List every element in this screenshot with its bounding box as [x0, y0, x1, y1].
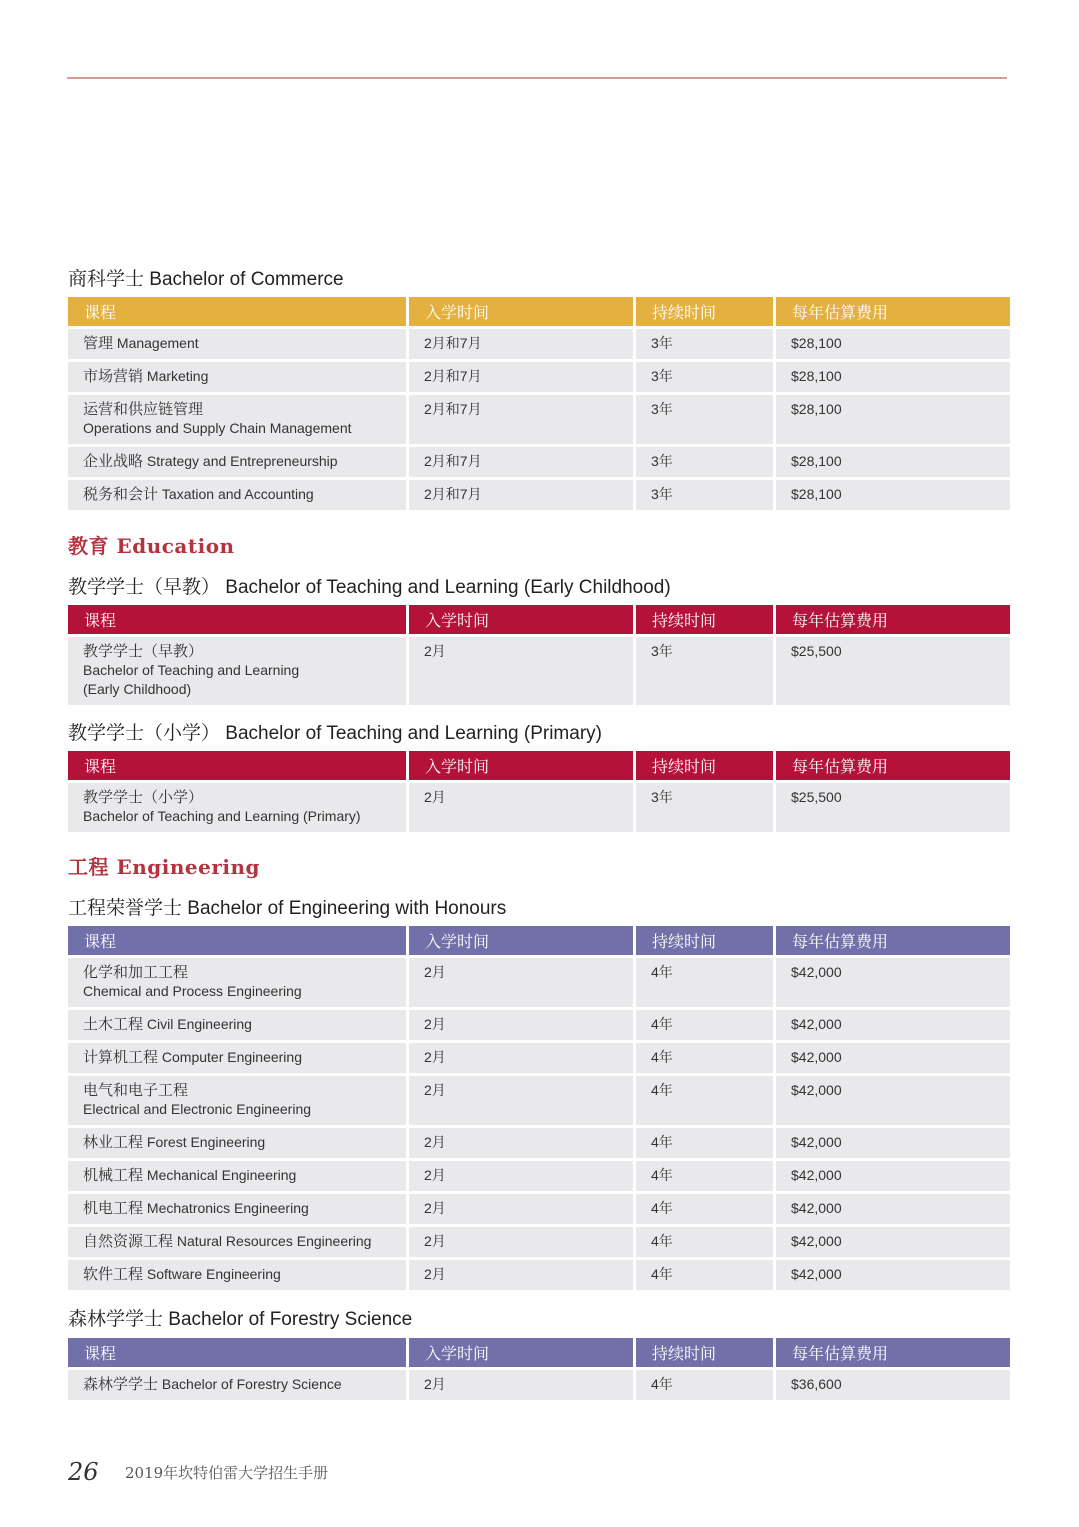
- course-cell: 税务和会计 Taxation and Accounting: [68, 480, 406, 510]
- table-row: [68, 958, 1010, 1007]
- course-cell: 机电工程 Mechatronics Engineering: [68, 1194, 406, 1224]
- fee-cell: $42,000: [776, 1128, 1010, 1158]
- course-cell: 企业战略 Strategy and Entrepreneurship: [68, 447, 406, 477]
- table-row: [68, 1260, 1010, 1290]
- col-course: 课程: [68, 605, 406, 634]
- intake-cell: 2月和7月: [409, 447, 633, 477]
- duration-cell: 4年: [636, 1227, 773, 1257]
- table-row: [68, 395, 1010, 444]
- col-intake: 入学时间: [409, 751, 633, 780]
- col-duration: 持续时间: [636, 1338, 773, 1367]
- intake-cell: 2月: [409, 1161, 633, 1191]
- col-course: 课程: [68, 926, 406, 955]
- course-cell: 管理 Management: [68, 329, 406, 359]
- duration-cell: 4年: [636, 1161, 773, 1191]
- fee-cell: $42,000: [776, 1194, 1010, 1224]
- col-intake: 入学时间: [409, 297, 633, 326]
- col-duration: 持续时间: [636, 926, 773, 955]
- duration-cell: 3年: [636, 329, 773, 359]
- course-cell: 教学学士（小学） Bachelor of Teaching and Learning (Primary): [68, 783, 406, 832]
- forestry-table: [65, 1335, 1013, 1403]
- fee-cell: $28,100: [776, 329, 1010, 359]
- table-row: [68, 1128, 1010, 1158]
- col-fee: 每年估算费用: [776, 751, 1010, 780]
- intake-cell: 2月: [409, 637, 633, 705]
- col-fee: 每年估算费用: [776, 926, 1010, 955]
- table-row: [68, 1161, 1010, 1191]
- col-intake: 入学时间: [409, 605, 633, 634]
- intake-cell: 2月: [409, 783, 633, 832]
- intake-cell: 2月: [409, 1076, 633, 1125]
- duration-cell: 4年: [636, 1370, 773, 1400]
- table-row: [68, 1227, 1010, 1257]
- early-childhood-heading: 教学学士（早教） Bachelor of Teaching and Learning (Early Childhood): [68, 576, 671, 598]
- intake-cell: 2月: [409, 1370, 633, 1400]
- table-header-row: [68, 926, 1010, 955]
- intake-cell: 2月和7月: [409, 329, 633, 359]
- intake-cell: 2月: [409, 1043, 633, 1073]
- course-cell: 计算机工程 Computer Engineering: [68, 1043, 406, 1073]
- table-header-row: [68, 751, 1010, 780]
- intake-cell: 2月: [409, 958, 633, 1007]
- col-intake: 入学时间: [409, 926, 633, 955]
- course-cell: 软件工程 Software Engineering: [68, 1260, 406, 1290]
- intake-cell: 2月: [409, 1010, 633, 1040]
- intake-cell: 2月: [409, 1260, 633, 1290]
- fee-cell: $28,100: [776, 362, 1010, 392]
- intake-cell: 2月和7月: [409, 395, 633, 444]
- commerce-table: [65, 294, 1013, 513]
- fee-cell: $28,100: [776, 480, 1010, 510]
- intake-cell: 2月: [409, 1194, 633, 1224]
- fee-cell: $42,000: [776, 1010, 1010, 1040]
- course-cell: 土木工程 Civil Engineering: [68, 1010, 406, 1040]
- early-childhood-table: [65, 602, 1013, 708]
- col-duration: 持续时间: [636, 751, 773, 780]
- table-row: [68, 1370, 1010, 1400]
- duration-cell: 4年: [636, 1043, 773, 1073]
- forestry-heading: 森林学学士 Bachelor of Forestry Science: [68, 1308, 413, 1330]
- engineering-section-title: 工程 Engineering: [68, 855, 260, 879]
- duration-cell: 4年: [636, 1260, 773, 1290]
- duration-cell: 3年: [636, 447, 773, 477]
- primary-table: [65, 748, 1013, 835]
- col-duration: 持续时间: [636, 605, 773, 634]
- course-cell: 市场营销 Marketing: [68, 362, 406, 392]
- table-row: [68, 1076, 1010, 1125]
- fee-cell: $42,000: [776, 1043, 1010, 1073]
- course-cell: 教学学士（早教） Bachelor of Teaching and Learning (Early Childhood): [68, 637, 406, 705]
- page-number: 26: [68, 1458, 99, 1486]
- table-row: [68, 1043, 1010, 1073]
- page-footer: [68, 1458, 328, 1486]
- course-cell: 林业工程 Forest Engineering: [68, 1128, 406, 1158]
- table-row: [68, 362, 1010, 392]
- duration-cell: 3年: [636, 783, 773, 832]
- fee-cell: $36,600: [776, 1370, 1010, 1400]
- fee-cell: $42,000: [776, 1161, 1010, 1191]
- fee-cell: $28,100: [776, 395, 1010, 444]
- fee-cell: $42,000: [776, 1227, 1010, 1257]
- table-row: [68, 1194, 1010, 1224]
- engineering-heading: 工程荣誉学士 Bachelor of Engineering with Honours: [68, 897, 507, 919]
- intake-cell: 2月和7月: [409, 362, 633, 392]
- col-course: 课程: [68, 297, 406, 326]
- commerce-heading: 商科学士 Bachelor of Commerce: [68, 268, 344, 290]
- duration-cell: 3年: [636, 362, 773, 392]
- table-header-row: [68, 297, 1010, 326]
- course-cell: 机械工程 Mechanical Engineering: [68, 1161, 406, 1191]
- primary-heading: 教学学士（小学） Bachelor of Teaching and Learning (Primary): [68, 722, 602, 744]
- table-header-row: [68, 605, 1010, 634]
- fee-cell: $42,000: [776, 958, 1010, 1007]
- col-intake: 入学时间: [409, 1338, 633, 1367]
- col-fee: 每年估算费用: [776, 1338, 1010, 1367]
- col-fee: 每年估算费用: [776, 605, 1010, 634]
- table-row: [68, 637, 1010, 705]
- table-row: [68, 783, 1010, 832]
- intake-cell: 2月和7月: [409, 480, 633, 510]
- fee-cell: $42,000: [776, 1260, 1010, 1290]
- col-duration: 持续时间: [636, 297, 773, 326]
- duration-cell: 4年: [636, 958, 773, 1007]
- duration-cell: 3年: [636, 480, 773, 510]
- course-cell: 化学和加工工程 Chemical and Process Engineering: [68, 958, 406, 1007]
- duration-cell: 3年: [636, 637, 773, 705]
- duration-cell: 4年: [636, 1128, 773, 1158]
- engineering-table: [65, 923, 1013, 1293]
- book-title: 2019年坎特伯雷大学招生手册: [125, 1463, 329, 1482]
- fee-cell: $42,000: [776, 1076, 1010, 1125]
- table-row: [68, 447, 1010, 477]
- fee-cell: $25,500: [776, 783, 1010, 832]
- col-course: 课程: [68, 1338, 406, 1367]
- course-cell: 运营和供应链管理 Operations and Supply Chain Management: [68, 395, 406, 444]
- top-rule: [67, 77, 1007, 79]
- fee-cell: $25,500: [776, 637, 1010, 705]
- duration-cell: 4年: [636, 1194, 773, 1224]
- col-course: 课程: [68, 751, 406, 780]
- course-cell: 森林学学士 Bachelor of Forestry Science: [68, 1370, 406, 1400]
- intake-cell: 2月: [409, 1128, 633, 1158]
- course-cell: 自然资源工程 Natural Resources Engineering: [68, 1227, 406, 1257]
- duration-cell: 4年: [636, 1076, 773, 1125]
- table-header-row: [68, 1338, 1010, 1367]
- fee-cell: $28,100: [776, 447, 1010, 477]
- course-cell: 电气和电子工程 Electrical and Electronic Engineering: [68, 1076, 406, 1125]
- table-row: [68, 1010, 1010, 1040]
- table-row: [68, 480, 1010, 510]
- education-section-title: 教育 Education: [68, 534, 235, 558]
- col-fee: 每年估算费用: [776, 297, 1010, 326]
- intake-cell: 2月: [409, 1227, 633, 1257]
- duration-cell: 3年: [636, 395, 773, 444]
- duration-cell: 4年: [636, 1010, 773, 1040]
- table-row: [68, 329, 1010, 359]
